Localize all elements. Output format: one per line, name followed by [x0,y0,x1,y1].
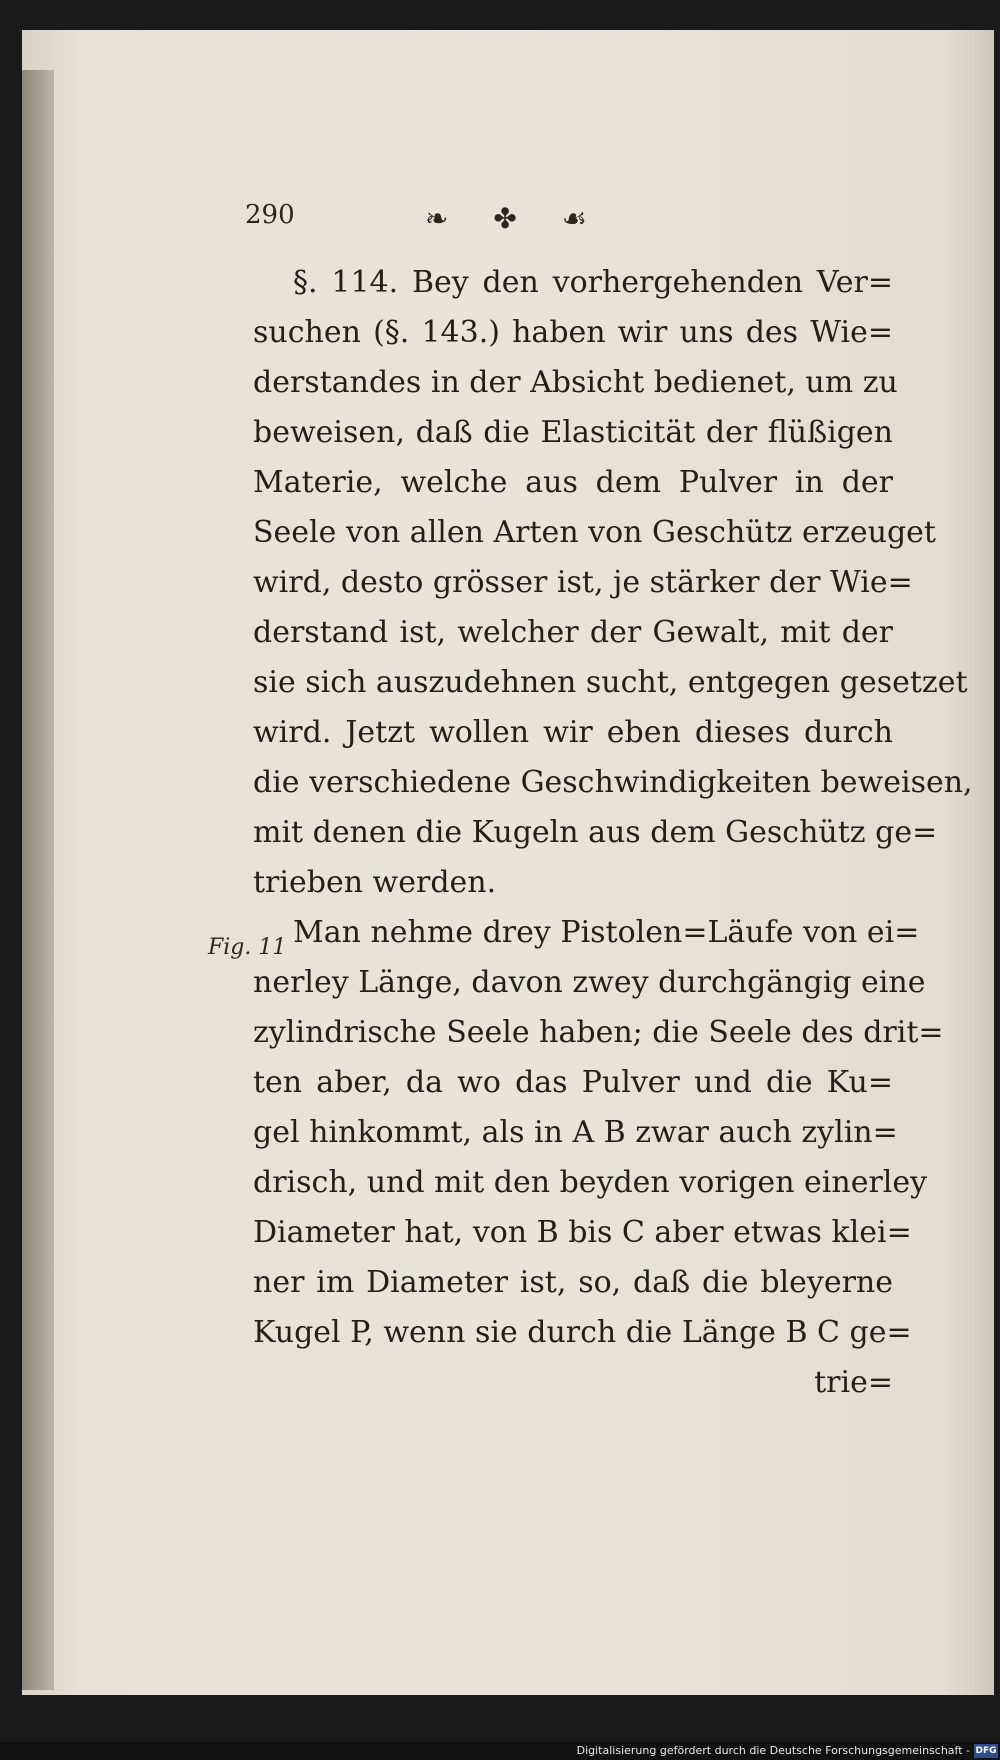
text-line: drisch, und mit den beyden vorigen einerley [253,1165,928,1200]
text-line: mit denen die Kugeln aus dem Geschütz ge= [253,815,938,850]
catchword: trie= [814,1365,893,1400]
body-text [253,258,973,1408]
text-line: Kugel P, wenn sie durch die Länge B C ge= [253,1315,912,1350]
text-line: Man nehme drey Pistolen=Läufe von ei= [293,915,920,950]
text-line: ner im Diameter ist, so, daß die bleyerne [253,1265,893,1300]
header-ornament: ❧ ✤ ☙ [425,202,605,235]
funding-credit: Digitalisierung gefördert durch die Deutsche Forschungsgemeinschaft - [576,1744,970,1757]
text-line: Diameter hat, von B bis C aber etwas klei= [253,1215,912,1250]
text-line: derstand ist, welcher der Gewalt, mit der [253,615,893,650]
text-line: Materie, welche aus dem Pulver in der [253,465,893,500]
text-line: wird. Jetzt wollen wir eben dieses durch [253,715,893,750]
text-line: gel hinkommt, als in A B zwar auch zylin= [253,1115,898,1150]
page-edge [22,70,54,1690]
text-line: wird, desto grösser ist, je stärker der Wie= [253,565,913,600]
text-line: zylindrische Seele haben; die Seele des drit= [253,1015,944,1050]
dfg-logo-badge: DFG [975,1746,997,1756]
text-line: suchen (§. 143.) haben wir uns des Wie= [253,315,893,350]
margin-figure-note: Fig. 11 [208,935,287,960]
text-line: Seele von allen Arten von Geschütz erzeuget [253,515,936,550]
text-line: derstandes in der Absicht bedienet, um zu [253,365,898,400]
text-line: ten aber, da wo das Pulver und die Ku= [253,1065,893,1100]
text-line: die verschiedene Geschwindigkeiten beweisen, [253,765,973,800]
page-number: 290 [245,200,295,230]
page-header [245,200,915,240]
text-line: §. 114. Bey den vorhergehenden Ver= [293,265,893,300]
text-line: trieben werden. [253,865,497,900]
text-line: sie sich auszudehnen sucht, entgegen gesetzet [253,665,968,700]
footer-bar [0,1742,1000,1760]
text-line: beweisen, daß die Elasticität der flüßigen [253,415,893,450]
text-line: nerley Länge, davon zwey durchgängig eine [253,965,926,1000]
